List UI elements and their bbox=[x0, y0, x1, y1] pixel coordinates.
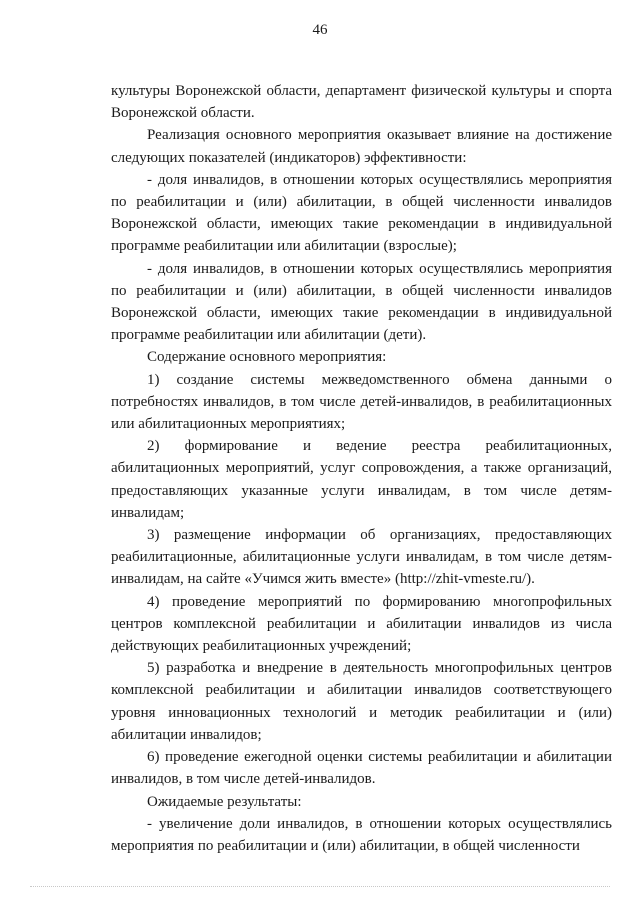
list-item-4: 4) проведение мероприятий по формированию многопрофильных центров комплексной реабилитации и абилитации инвалидов из числа действующих реабилитационных учреждений; bbox=[111, 593, 612, 655]
list-item-2: 2) формирование и ведение реестра реабилитационных, абилитационных мероприятий, услуг сопровождения, а также организаций, предоставляющих указанные услуги инвалидам, в том числе детям-инвалидам; bbox=[111, 438, 612, 521]
paragraph-continuation: культуры Воронежской области, департамент физической культуры и спорта Воронежской области. bbox=[111, 83, 612, 122]
scan-edge-line bbox=[30, 886, 610, 887]
indicator-children: - доля инвалидов, в отношении которых осуществлялись мероприятия по реабилитации и (или) абилитации, в общей численности инвалидов Воронежской области, имеющих такие рекомендации в индивидуальной программе реабилитации или абилитации (дети). bbox=[111, 260, 612, 344]
list-item-1: 1) создание системы межведомственного обмена данными о потребностях инвалидов, в том числе детей-инвалидов, в реабилитационных или абилитационных мероприятиях; bbox=[111, 371, 612, 433]
page-number: 46 bbox=[312, 22, 328, 38]
list-item-6: 6) проведение ежегодной оценки системы реабилитации и абилитации инвалидов, в том числе детей-инвалидов. bbox=[111, 749, 612, 788]
list-item-3: 3) размещение информации об организациях, предоставляющих реабилитационные, абилитационные услуги инвалидам, в том числе детям-инвалидам, на сайте «Учимся жить вместе» (http://zhit-vmeste.ru/). bbox=[111, 527, 612, 588]
section-heading-content: Содержание основного мероприятия: bbox=[147, 349, 387, 366]
indicator-adults: - доля инвалидов, в отношении которых осуществлялись мероприятия по реабилитации и (или) абилитации, в общей численности инвалидов Воронежской области, имеющих такие рекомендации в индивидуальной программе реабилитации или абилитации (взрослые); bbox=[111, 171, 612, 255]
paragraph-influence: Реализация основного мероприятия оказывает влияние на достижение следующих показателей (индикаторов) эффективности: bbox=[111, 127, 612, 166]
result-item-1: - увеличение доли инвалидов, в отношении которых осуществлялись мероприятия по реабилитации и (или) абилитации, в общей численности bbox=[111, 815, 612, 854]
list-item-5: 5) разработка и внедрение в деятельность многопрофильных центров комплексной реабилитации и абилитации инвалидов соответствующего уровня инновационных технологий и методик реабилитации и (или) абилитации инвалидов; bbox=[111, 660, 612, 743]
section-heading-results: Ожидаемые результаты: bbox=[147, 793, 302, 810]
document-body bbox=[111, 80, 612, 857]
